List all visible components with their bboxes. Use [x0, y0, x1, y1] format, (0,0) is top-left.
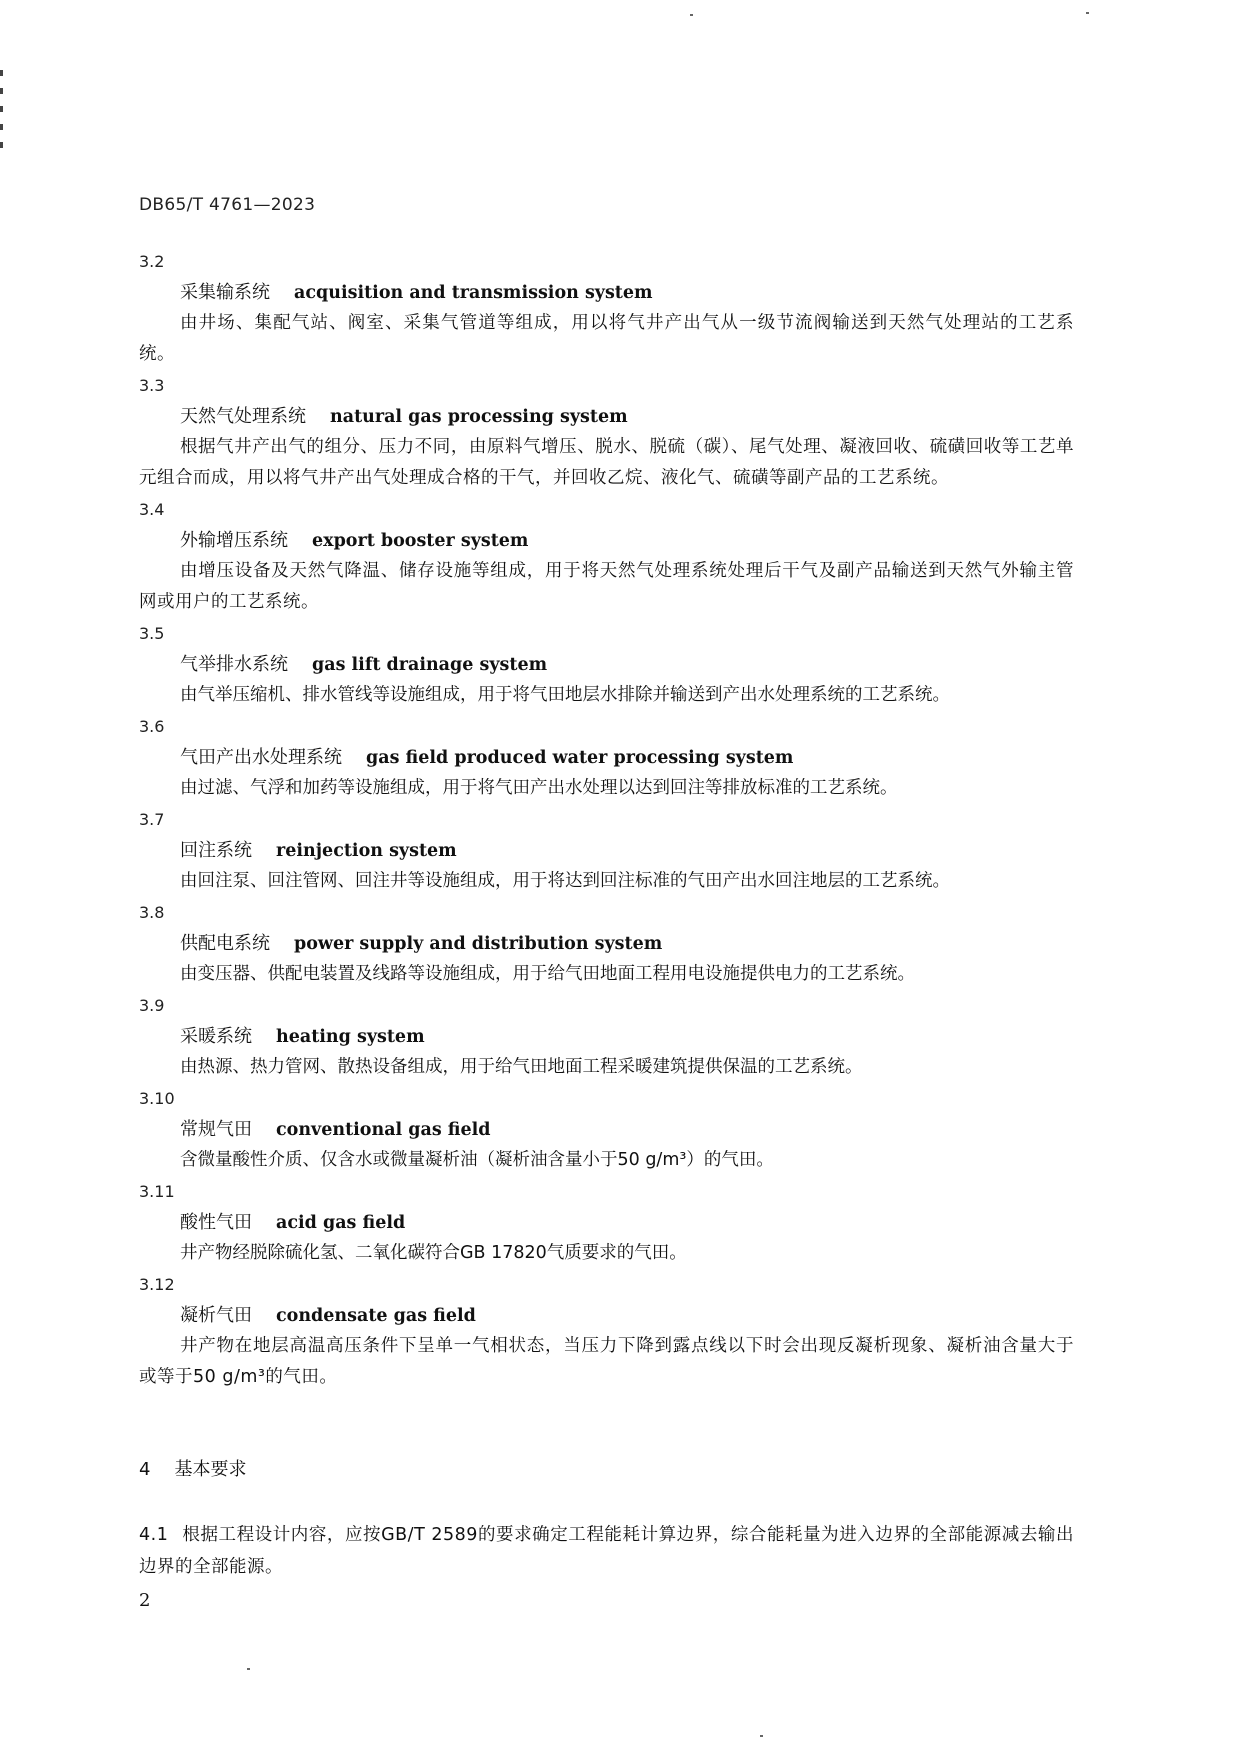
term-chinese: 外输增压系统 [180, 530, 288, 551]
term-heading [139, 277, 1074, 308]
term-heading [139, 1300, 1074, 1331]
term-heading [139, 928, 1074, 959]
term-heading [139, 742, 1074, 773]
term-heading [139, 835, 1074, 866]
term-english: reinjection system [276, 841, 457, 861]
term-chinese: 酸性气田 [180, 1212, 252, 1233]
term-heading [139, 525, 1074, 556]
term-entry [139, 1083, 1074, 1176]
term-heading [139, 401, 1074, 432]
term-definition: 井产物在地层高温高压条件下呈单一气相状态，当压力下降到露点线以下时会出现反凝析现象、凝析油含量大于或等于50 g/m³的气田。 [139, 1336, 1074, 1387]
term-chinese: 气田产出水处理系统 [180, 747, 342, 768]
document-code-header: DB65/T 4761—2023 [139, 195, 316, 215]
term-number: 3.5 [139, 624, 165, 643]
term-english: gas field produced water processing system [366, 748, 794, 768]
term-heading [139, 649, 1074, 680]
term-definition: 由回注泵、回注管网、回注井等设施组成，用于将达到回注标准的气田产出水回注地层的工艺系统。 [180, 871, 950, 891]
term-entry [139, 804, 1074, 897]
term-definition: 由过滤、气浮和加药等设施组成，用于将气田产出水处理以达到回注等排放标准的工艺系统。 [180, 778, 898, 798]
term-entry [139, 990, 1074, 1083]
term-number: 3.3 [139, 376, 165, 395]
term-english: gas lift drainage system [312, 655, 548, 675]
terms-list [139, 246, 1074, 1393]
term-number: 3.6 [139, 717, 165, 736]
term-chinese: 常规气田 [180, 1119, 252, 1140]
section-title-text: 基本要求 [174, 1459, 247, 1480]
term-english: acid gas field [276, 1213, 406, 1233]
scan-speck [760, 1735, 763, 1737]
term-definition: 由井场、集配气站、阀室、采集气管道等组成，用以将气井产出气从一级节流阀输送到天然气处理站的工艺系统。 [139, 313, 1074, 364]
term-definition: 含微量酸性介质、仅含水或微量凝析油（凝析油含量小于50 g/m³）的气田。 [180, 1150, 774, 1170]
term-heading [139, 1021, 1074, 1052]
term-chinese: 采暖系统 [180, 1026, 252, 1047]
scan-speck [1086, 12, 1089, 14]
term-number: 3.7 [139, 810, 165, 829]
term-number: 3.11 [139, 1182, 175, 1201]
term-chinese: 回注系统 [180, 840, 252, 861]
term-number: 3.8 [139, 903, 165, 922]
scan-speck [247, 1668, 250, 1670]
term-english: condensate gas field [276, 1306, 476, 1326]
term-number: 3.10 [139, 1089, 175, 1108]
term-number: 3.12 [139, 1275, 175, 1294]
term-english: conventional gas field [276, 1120, 491, 1140]
term-english: power supply and distribution system [294, 934, 663, 954]
term-entry [139, 494, 1074, 618]
term-entry [139, 897, 1074, 990]
term-definition: 井产物经脱除硫化氢、二氧化碳符合GB 17820气质要求的气田。 [180, 1243, 687, 1263]
term-english: heating system [276, 1027, 425, 1047]
term-definition: 由变压器、供配电装置及线路等设施组成，用于给气田地面工程用电设施提供电力的工艺系统。 [180, 964, 915, 984]
term-entry [139, 1176, 1074, 1269]
term-chinese: 采集输系统 [180, 282, 270, 303]
term-entry [139, 618, 1074, 711]
term-english: acquisition and transmission system [294, 283, 653, 303]
term-heading [139, 1114, 1074, 1145]
term-definition: 根据气井产出气的组分、压力不同，由原料气增压、脱水、脱硫（碳）、尾气处理、凝液回收、硫磺回收等工艺单元组合而成，用以将气井产出气处理成合格的干气，并回收乙烷、液化气、硫磺等副产品的工艺系统。 [139, 437, 1074, 488]
term-entry [139, 370, 1074, 494]
term-entry [139, 246, 1074, 370]
term-chinese: 天然气处理系统 [180, 406, 306, 427]
term-english: export booster system [312, 531, 529, 551]
scan-speck [690, 14, 693, 16]
term-entry [139, 1269, 1074, 1393]
term-chinese: 气举排水系统 [180, 654, 288, 675]
term-definition: 由热源、热力管网、散热设备组成，用于给气田地面工程采暖建筑提供保温的工艺系统。 [180, 1057, 863, 1077]
term-number: 3.2 [139, 252, 165, 271]
term-chinese: 供配电系统 [180, 933, 270, 954]
clause-text: 根据工程设计内容，应按GB/T 2589的要求确定工程能耗计算边界，综合能耗量为进入边界的全部能源减去输出边界的全部能源。 [139, 1525, 1074, 1577]
term-chinese: 凝析气田 [180, 1305, 252, 1326]
clause-number: 4.1 [139, 1525, 169, 1545]
clause-paragraph [139, 1519, 1074, 1583]
term-heading [139, 1207, 1074, 1238]
term-number: 3.9 [139, 996, 165, 1015]
section-number: 4 [139, 1459, 151, 1480]
term-number: 3.4 [139, 500, 165, 519]
binding-edge-marks [0, 70, 3, 180]
section-heading [139, 1455, 246, 1481]
term-definition: 由增压设备及天然气降温、储存设施等组成，用于将天然气处理系统处理后干气及副产品输送到天然气外输主管网或用户的工艺系统。 [139, 561, 1074, 612]
term-definition: 由气举压缩机、排水管线等设施组成，用于将气田地层水排除并输送到产出水处理系统的工艺系统。 [180, 685, 950, 705]
term-english: natural gas processing system [330, 407, 628, 427]
term-entry [139, 711, 1074, 804]
page-number: 2 [139, 1590, 151, 1611]
